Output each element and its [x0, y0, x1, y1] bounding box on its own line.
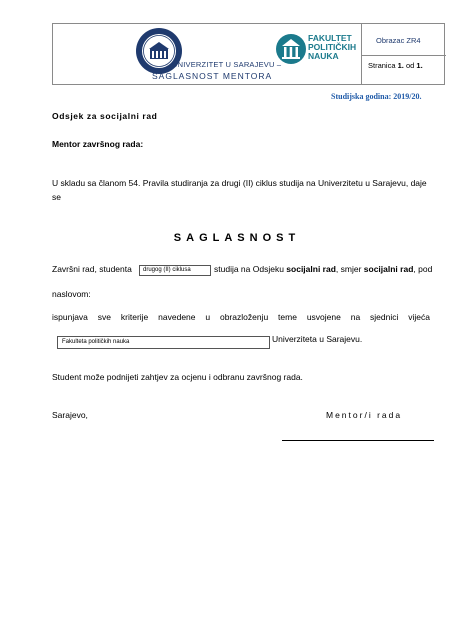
- intro-paragraph: U skladu sa članom 54. Pravila studiranja za drugi (II) ciklus studija na Univerzitetu u Sarajevu, daje se: [52, 178, 427, 202]
- study-cycle-field[interactable]: drugog (II) ciklusa: [139, 265, 211, 276]
- faculty-logo-line-2: POLITIČKIH: [308, 42, 357, 52]
- page-current: 1.: [397, 61, 404, 70]
- signature-line: [282, 440, 434, 441]
- department-value: socijalni rad: [286, 264, 336, 274]
- page-title: SAGLASNOST: [173, 232, 301, 244]
- statement-part2c: , pod: [413, 264, 433, 274]
- page-indicator: [368, 61, 423, 70]
- signature-label: Mentor/i rada: [326, 410, 403, 420]
- university-title: UNIVERZITET U SARAJEVU –: [172, 60, 282, 69]
- statement-part1: Završni rad, studenta: [52, 264, 132, 274]
- statement-part2: [214, 264, 432, 274]
- page-total: 1.: [416, 61, 423, 70]
- faculty-logo-line-1: FAKULTET: [308, 33, 352, 43]
- header-divider: [361, 24, 362, 84]
- academic-year: Studijska godina: 2019/20.: [331, 92, 422, 101]
- university-text: Univerziteta u Sarajevu.: [272, 334, 363, 344]
- header-cell-divider: [361, 55, 446, 56]
- faculty-field[interactable]: Fakulteta političkih nauka: [57, 336, 270, 349]
- faculty-logo-line-3: NAUKA: [308, 51, 339, 61]
- major-value: socijalni rad: [363, 264, 414, 274]
- department: Odsjek za socijalni rad: [52, 111, 158, 121]
- form-code: Obrazac ZR4: [376, 36, 421, 45]
- title-label: naslovom:: [52, 289, 91, 299]
- page-label: Stranica: [368, 61, 396, 70]
- document-subtitle: SAGLASNOST MENTORA: [152, 71, 273, 81]
- faculty-logo: [276, 32, 356, 68]
- place-label: Sarajevo,: [52, 410, 88, 420]
- student-note: Student može podnijeti zahtjev za ocjenu i odbranu završnog rada.: [52, 372, 303, 382]
- page-of: od: [405, 61, 415, 70]
- statement-part2b: , smjer: [335, 264, 364, 274]
- mentor-label: Mentor završnog rada:: [52, 139, 144, 149]
- statement-part2a: studija na Odsjeku: [214, 264, 287, 274]
- criteria-text: ispunjava sve kriterije navedene u obrazloženju teme usvojene na sjednici vijeća: [52, 312, 430, 322]
